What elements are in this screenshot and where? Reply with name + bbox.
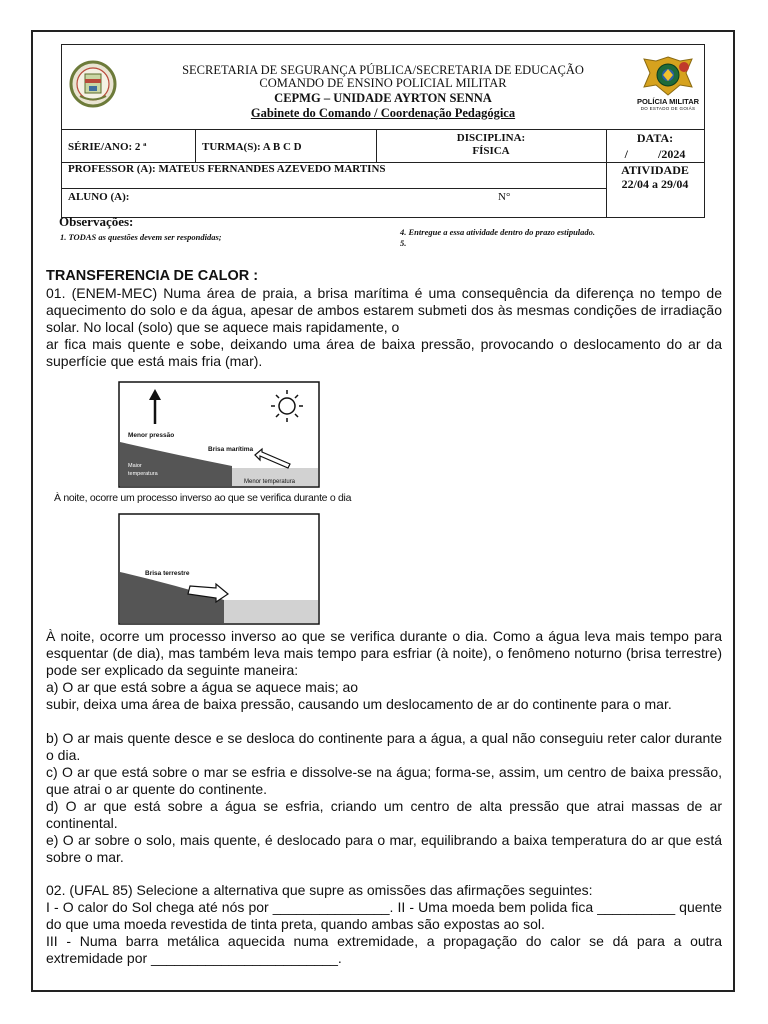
figure-caption: À noite, ocorre um processo inverso ao que se verifica durante o dia (54, 492, 352, 504)
atividade-value: 22/04 a 29/04 (621, 177, 689, 191)
observacao-note-4: 4. Entregue a essa atividade dentro do prazo estipulado. (400, 227, 596, 237)
atividade-field (606, 163, 704, 191)
sea-night (224, 600, 318, 623)
police-badge-icon (636, 55, 700, 97)
option-d: d) O ar que está sobre a água se esfria, criando um centro de alta pressão que atrai massas de ar continental. (46, 798, 722, 831)
label-maior: Maior (128, 463, 142, 469)
observacao-note-1: 1. TODAS as questões devem ser respondidas; (60, 232, 222, 242)
option-b: b) O ar mais quente desce e se desloca do continente para a água, a qual não conseguiu reter calor durante o dia. (46, 730, 722, 763)
header-line-secretaria: SECRETARIA DE SEGURANÇA PÚBLICA/SECRETARIA DE EDUCAÇÃO (182, 63, 584, 77)
data-value: / /2024 (624, 147, 686, 161)
data-label: DATA: (636, 131, 674, 145)
atividade-label: ATIVIDADE (621, 163, 689, 177)
professor-field: PROFESSOR (A): MATEUS FERNANDES AZEVEDO MARTINS (68, 163, 386, 175)
disciplina-value: FÍSICA (472, 145, 510, 157)
label-menor-temperatura: Menor temperatura (244, 479, 296, 485)
question-1-paragraph-1: 01. (ENEM-MEC) Numa área de praia, a brisa marítima é uma consequência da diferença no tempo de aquecimento do solo e da água, apesar de ambos estarem submeti dos às mesmas condições de irradiação solar. No local (solo) que se aquece mais rapidamente, o (46, 285, 722, 335)
section-title: TRANSFERENCIA DE CALOR : (46, 268, 259, 284)
gabinete-text: Gabinete do Comando / Coordenação Pedagógica (250, 106, 516, 120)
logo-right-title: POLÍCIA MILITAR (636, 97, 700, 106)
row-professor (62, 163, 606, 189)
label-temperatura: temperatura (128, 471, 158, 477)
header-line-gabinete (62, 106, 704, 120)
label-brisa-terrestre: Brisa terrestre (145, 570, 190, 577)
data-field (606, 130, 704, 162)
numero-field: N° (498, 191, 511, 203)
header-top (62, 45, 704, 130)
header-line-comando: COMANDO DE ENSINO POLICIAL MILITAR (259, 76, 507, 90)
disciplina-label: DISCIPLINA: (456, 132, 526, 144)
option-a-line-2: subir, deixa uma área de baixa pressão, causando um deslocamento de ar do continente para o mar. (46, 696, 672, 712)
disciplina-field (376, 130, 606, 162)
question-1-paragraph-3: À noite, ocorre um processo inverso ao que se verifica durante o dia. Como a água leva mais tempo para esquentar (de dia), mas também leva mais tempo para esfriar (à noite), o fenômeno noturno (brisa terrestre) pode ser explicado da seguinte maneira: (46, 628, 722, 678)
observacoes-title: Observações: (59, 214, 134, 229)
observacao-note-5: 5. (400, 238, 407, 248)
label-brisa-maritima: Brisa marítima (208, 446, 254, 453)
question-2-item-1-2: I - O calor do Sol chega até nós por _______________. II - Uma moeda bem polida fica __________ quente do que uma moeda revestida de tinta preta, quando ambas são expostas ao sol. (46, 899, 722, 932)
question-2-item-3: III - Numa barra metálica aquecida numa extremidade, a propagação do calor se dá para a outra extremidade por ________________________. (46, 933, 722, 966)
aluno-field: ALUNO (A): (68, 191, 130, 203)
header-line-unidade: CEPMG – UNIDADE AYRTON SENNA (274, 91, 492, 105)
question-1-paragraph-2: ar fica mais quente e sobe, deixando uma área de baixa pressão, provocando o deslocamento do ar da superfície que está mais fria (mar). (46, 336, 722, 369)
turma-field: TURMA(S): A B C D (202, 141, 302, 153)
label-menor-pressao: Menor pressão (128, 432, 175, 439)
option-a-line-1: a) O ar que está sobre a água se aquece mais; ao (46, 679, 359, 695)
option-c: c) O ar que está sobre o mar se esfria e dissolve-se na água; forma-se, assim, um centro de baixa pressão, que atrai o ar quente do continente. (46, 764, 722, 797)
header-table (61, 44, 705, 218)
policia-militar-logo (636, 55, 700, 115)
logo-right-subtitle: DO ESTADO DE GOIÁS (640, 106, 696, 111)
question-2-intro: 02. (UFAL 85) Selecione a alternativa que supre as omissões das afirmações seguintes: (46, 882, 593, 898)
serie-ano-field: SÉRIE/ANO: 2 ª (68, 141, 147, 153)
option-e: e) O ar sobre o solo, mais quente, é deslocado para o mar, equilibrando a baixa temperatura do ar que está sobre o mar. (46, 832, 722, 865)
